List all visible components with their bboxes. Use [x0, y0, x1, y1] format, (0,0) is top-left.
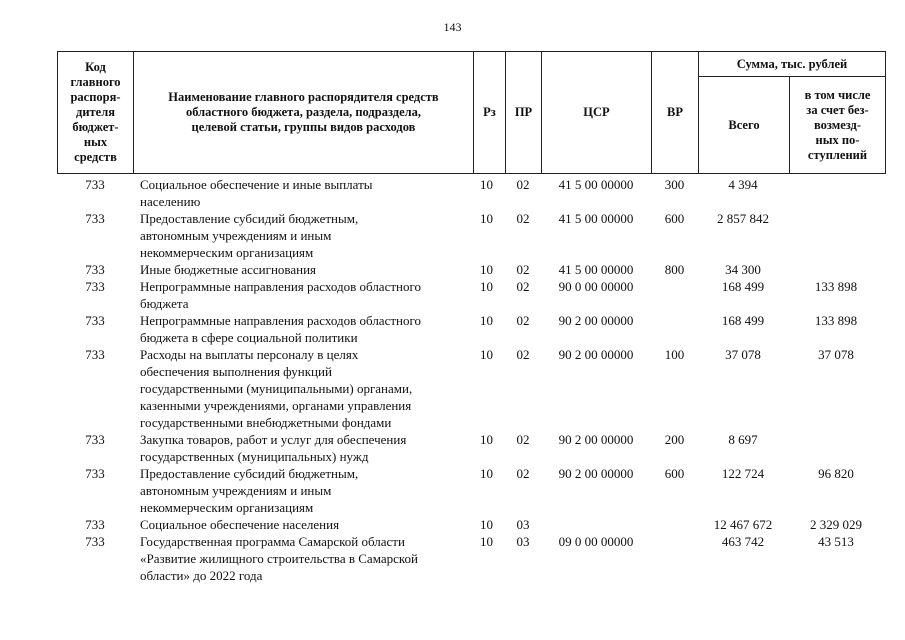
row-incl — [788, 261, 884, 278]
row-code: 733 — [85, 347, 105, 362]
row-csr: 90 2 00 00000 — [558, 432, 634, 447]
row-name-line: обеспечения выполнения функций — [140, 364, 332, 379]
row-rz: 10 — [480, 177, 493, 192]
row-total: 2 857 842 — [717, 211, 769, 226]
row-incl: 133 898 — [814, 279, 858, 294]
row-rz: 10 — [480, 262, 493, 277]
row-pr: 02 — [516, 211, 530, 226]
row-name-line: государственных (муниципальных) нужд — [140, 449, 369, 464]
row-name — [133, 278, 473, 312]
row-csr: 41 5 00 00000 — [558, 262, 634, 277]
row-name — [133, 533, 473, 584]
row-name-line: бюджета в сфере социальной политики — [140, 330, 358, 345]
row-name-line: Социальное обеспечение и иные выплаты — [140, 177, 373, 192]
row-name-line: области» до 2022 года — [140, 568, 263, 583]
row-code: 733 — [85, 432, 105, 447]
header-incl: в том числе за счет без- возмезд- ных по- ступлений — [804, 87, 871, 162]
row-csr: 90 2 00 00000 — [558, 466, 634, 481]
row-name-line: казенными учреждениями, органами управления — [140, 398, 412, 413]
row-total: 168 499 — [721, 313, 765, 328]
row-pr: 02 — [516, 347, 530, 362]
row-name — [133, 431, 473, 465]
row-name-line: некоммерческим организациям — [140, 245, 314, 260]
row-vr: 600 — [664, 466, 685, 481]
row-csr: 41 5 00 00000 — [558, 177, 634, 192]
table-row — [57, 261, 886, 278]
row-rz: 10 — [480, 211, 493, 226]
table-row — [57, 465, 886, 516]
row-name — [133, 516, 473, 533]
row-incl: 37 078 — [818, 347, 854, 362]
row-code: 733 — [85, 313, 105, 328]
row-pr: 02 — [516, 262, 530, 277]
row-vr — [651, 516, 698, 533]
row-name-line: населению — [140, 194, 201, 209]
row-rz: 10 — [480, 313, 493, 328]
page-number: 143 — [443, 20, 462, 34]
row-name-line: Предоставление субсидий бюджетным, — [140, 211, 359, 226]
header-vr: ВР — [667, 105, 683, 119]
row-code: 733 — [85, 534, 105, 549]
row-name-line: Расходы на выплаты персоналу в целях — [140, 347, 359, 362]
row-pr: 02 — [516, 313, 530, 328]
row-csr: 09 0 00 00000 — [558, 534, 634, 549]
row-incl — [788, 210, 884, 227]
row-name-line: «Развитие жилищного строительства в Самарской — [140, 551, 418, 566]
row-name-line: Социальное обеспечение населения — [140, 517, 340, 532]
row-csr: 41 5 00 00000 — [558, 211, 634, 226]
row-name-line: Непрограммные направления расходов областного — [140, 313, 421, 328]
row-code: 733 — [85, 466, 105, 481]
row-total: 168 499 — [721, 279, 765, 294]
row-rz: 10 — [480, 432, 493, 447]
row-code: 733 — [85, 517, 105, 532]
row-name — [133, 346, 473, 431]
table-row — [57, 176, 886, 210]
row-name — [133, 210, 473, 261]
table-body — [57, 176, 886, 584]
row-name — [133, 465, 473, 516]
row-name-line: бюджета — [140, 296, 189, 311]
row-vr: 800 — [664, 262, 685, 277]
header-csr: ЦСР — [583, 105, 610, 119]
row-name-line: государственными (муниципальными) органами, — [140, 381, 413, 396]
table-row — [57, 312, 886, 346]
row-rz: 10 — [480, 534, 493, 549]
row-name-line: Государственная программа Самарской области — [140, 534, 405, 549]
row-code: 733 — [85, 279, 105, 294]
row-rz: 10 — [480, 347, 493, 362]
row-name — [133, 176, 473, 210]
row-csr — [541, 516, 651, 533]
row-vr — [651, 312, 698, 329]
row-pr: 02 — [516, 432, 530, 447]
row-rz: 10 — [480, 279, 493, 294]
row-total: 4 394 — [728, 177, 758, 192]
row-pr: 02 — [516, 177, 530, 192]
row-pr: 03 — [516, 534, 530, 549]
row-incl — [788, 176, 884, 193]
row-incl: 2 329 029 — [810, 517, 862, 532]
row-name-line: государственными внебюджетными фондами — [140, 415, 392, 430]
row-pr: 02 — [516, 466, 530, 481]
row-total: 37 078 — [725, 347, 761, 362]
row-csr: 90 0 00 00000 — [558, 279, 634, 294]
row-vr: 600 — [664, 211, 685, 226]
header-code: Код главного распоря- дителя бюджет- ных средств — [70, 60, 121, 164]
header-pr: ПР — [514, 105, 533, 119]
row-total: 122 724 — [721, 466, 765, 481]
table-row — [57, 210, 886, 261]
row-name-line: некоммерческим организациям — [140, 500, 314, 515]
row-rz: 10 — [480, 466, 493, 481]
row-name — [133, 312, 473, 346]
row-incl — [788, 431, 884, 448]
row-vr: 100 — [664, 347, 685, 362]
row-pr: 03 — [516, 517, 530, 532]
table-row — [57, 533, 886, 584]
row-total: 8 697 — [728, 432, 758, 447]
header-name: Наименование главного распорядителя средств областного бюджета, раздела, подраздела, целевой статьи, группы видов расходов — [168, 90, 439, 134]
table-header — [57, 51, 886, 174]
row-incl: 133 898 — [814, 313, 858, 328]
row-code: 733 — [85, 211, 105, 226]
table-row — [57, 516, 886, 533]
row-csr: 90 2 00 00000 — [558, 347, 634, 362]
row-incl: 43 513 — [818, 534, 854, 549]
row-name-line: Предоставление субсидий бюджетным, — [140, 466, 359, 481]
row-name — [133, 261, 473, 278]
row-rz: 10 — [480, 517, 493, 532]
row-vr — [651, 278, 698, 295]
table-row — [57, 431, 886, 465]
row-total: 463 742 — [721, 534, 765, 549]
row-name-line: Непрограммные направления расходов областного — [140, 279, 421, 294]
row-total: 34 300 — [725, 262, 761, 277]
row-vr: 300 — [664, 177, 685, 192]
row-code: 733 — [85, 177, 105, 192]
header-total: Всего — [728, 117, 760, 132]
row-vr: 200 — [664, 432, 685, 447]
row-pr: 02 — [516, 279, 530, 294]
row-total: 12 467 672 — [713, 517, 773, 532]
row-name-line: автономным учреждениям и иным — [140, 483, 332, 498]
header-rz: Рз — [483, 105, 496, 119]
row-name-line: автономным учреждениям и иным — [140, 228, 332, 243]
row-name-line: Закупка товаров, работ и услуг для обеспечения — [140, 432, 407, 447]
row-csr: 90 2 00 00000 — [558, 313, 634, 328]
row-name-line: Иные бюджетные ассигнования — [140, 262, 317, 277]
row-vr — [651, 533, 698, 550]
row-incl: 96 820 — [818, 466, 854, 481]
row-code: 733 — [85, 262, 105, 277]
table-row — [57, 346, 886, 431]
table-row — [57, 278, 886, 312]
header-sum: Сумма, тыс. рублей — [736, 56, 848, 71]
